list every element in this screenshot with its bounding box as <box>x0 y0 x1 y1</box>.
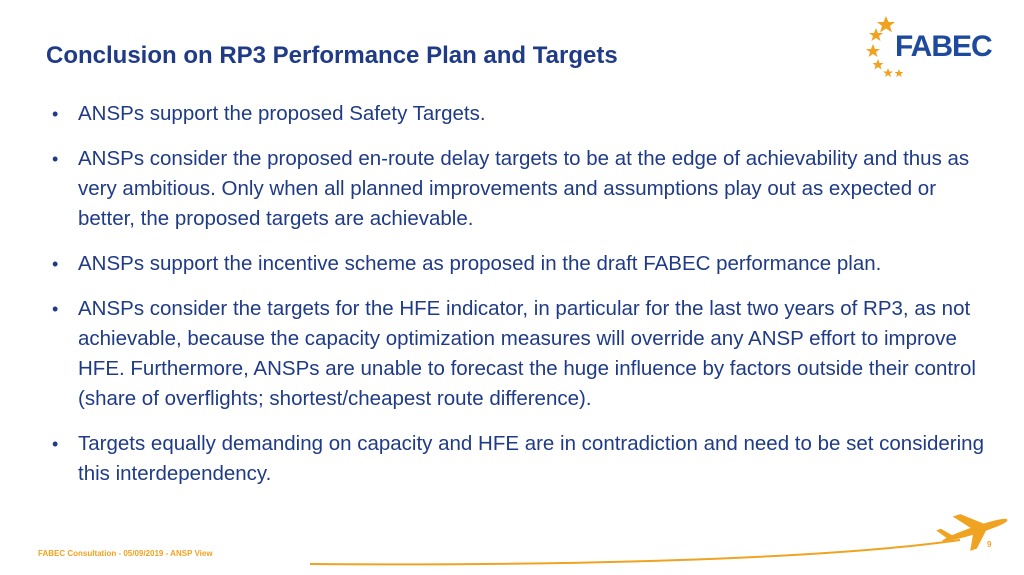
bullet-item <box>52 144 997 234</box>
star-icon <box>883 68 893 77</box>
footer-swoosh <box>300 512 1024 575</box>
bullet-marker: • <box>52 299 59 319</box>
bullet-text: ANSPs support the incentive scheme as proposed in the draft FABEC performance plan. <box>78 252 882 275</box>
bullet-marker: • <box>52 434 59 454</box>
bullet-marker: • <box>52 254 59 274</box>
bullet-text: Targets equally demanding on capacity and HFE are in contradiction and need to be set considering this interdependency. <box>78 432 984 485</box>
page-number: 9 <box>987 540 992 549</box>
bullet-item <box>52 99 997 129</box>
bullet-item <box>52 249 997 279</box>
star-icon <box>895 69 904 77</box>
bullet-text: ANSPs consider the targets for the HFE indicator, in particular for the last two years of RP3, as not achievable, because the capacity optimization measures will override any ANSP effort to improve HFE. Furthermore, ANSPs are unable to forecast the huge influence by factors outside their control (share of overflights; shortest/cheapest route difference). <box>78 297 976 410</box>
star-icon <box>866 44 880 57</box>
bullet-item <box>52 294 997 414</box>
footer-text: FABEC Consultation - 05/09/2019 - ANSP View <box>38 549 213 558</box>
bullet-item <box>52 429 997 489</box>
star-icon <box>877 16 895 33</box>
star-icon <box>873 59 884 70</box>
logo-wordmark: FABEC <box>895 30 992 63</box>
bullet-list <box>52 99 997 504</box>
swoosh-line <box>310 540 960 564</box>
bullet-marker: • <box>52 104 59 124</box>
bullet-text: ANSPs consider the proposed en-route delay targets to be at the edge of achievability and thus as very ambitious. Only when all planned improvements and assumptions play out as expected or better, the proposed targets are achievable. <box>78 147 970 230</box>
bullet-text: ANSPs support the proposed Safety Targets. <box>78 102 486 125</box>
bullet-marker: • <box>52 149 59 169</box>
airplane-icon <box>934 512 1013 559</box>
slide-title: Conclusion on RP3 Performance Plan and Targets <box>46 42 618 69</box>
